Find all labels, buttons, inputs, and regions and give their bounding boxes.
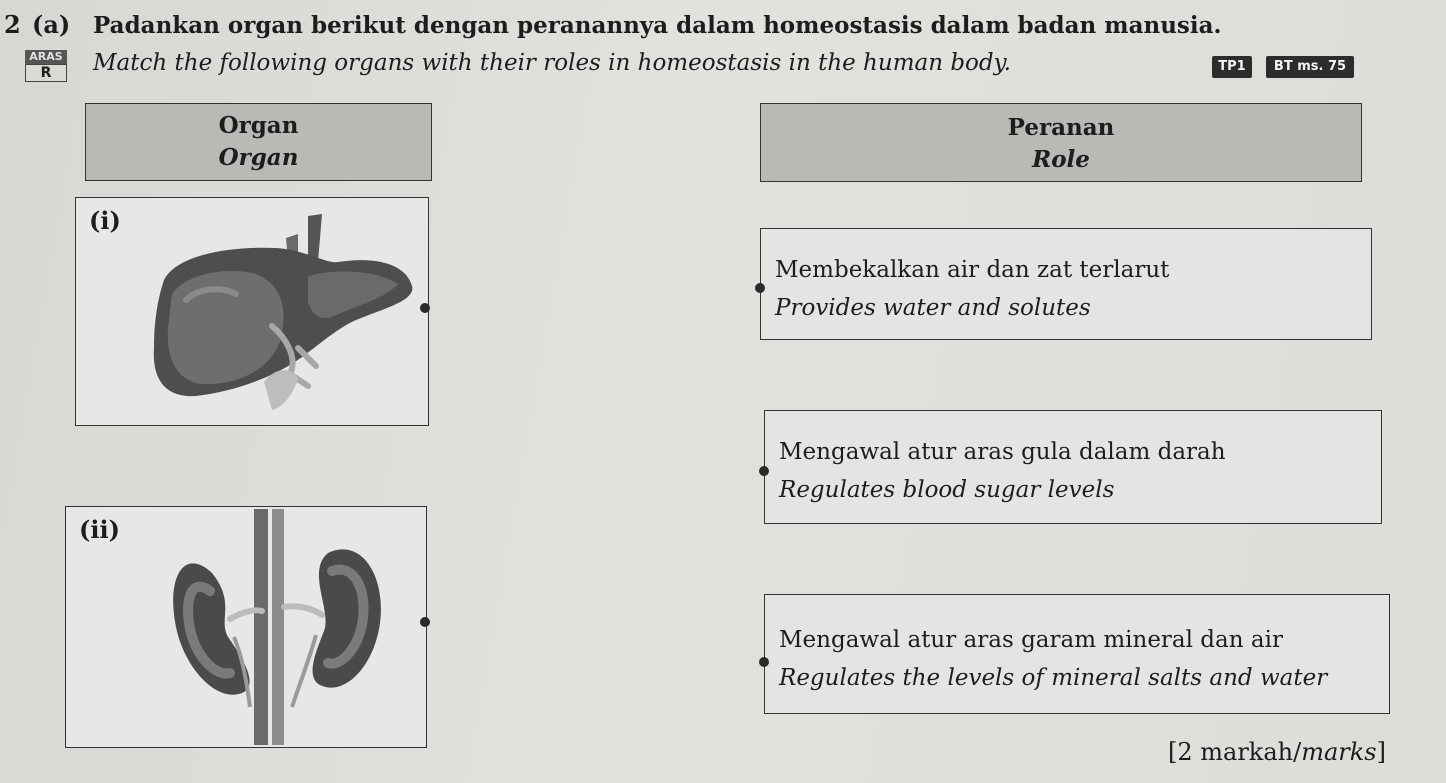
- role-header-english: Role: [1032, 146, 1090, 173]
- organ-box-liver: [75, 197, 429, 426]
- role-1-malay: Membekalkan air dan zat terlarut: [775, 257, 1170, 283]
- tp-badge: TP1: [1212, 56, 1252, 78]
- question-text-malay: Padankan organ berikut dengan peranannya dalam homeostasis dalam badan manusia.: [93, 12, 1222, 39]
- role-box-2: [764, 410, 1382, 524]
- role-header-malay: Peranan: [1007, 114, 1115, 141]
- marks-malay: [2 markah/: [1168, 738, 1302, 766]
- role-column-header: [760, 103, 1362, 182]
- organ-header-english: Organ: [218, 144, 299, 171]
- question-part: (a): [32, 10, 71, 39]
- role-3-match-dot[interactable]: [759, 657, 769, 667]
- marks-label: [1168, 738, 1386, 766]
- marks-close: ]: [1376, 738, 1386, 766]
- organ-1-match-dot[interactable]: [420, 303, 430, 313]
- role-box-3: [764, 594, 1390, 714]
- role-box-1: [760, 228, 1372, 340]
- organ-label-ii: (ii): [79, 515, 120, 544]
- level-tag: [25, 50, 67, 82]
- role-2-malay: Mengawal atur aras gula dalam darah: [779, 439, 1226, 465]
- role-1-english: Provides water and solutes: [775, 295, 1091, 321]
- bt-badge: BT ms. 75: [1266, 56, 1354, 78]
- level-tag-value: R: [25, 64, 67, 82]
- role-3-english: Regulates the levels of mineral salts and water: [779, 665, 1328, 691]
- liver-icon: [76, 198, 428, 425]
- role-2-match-dot[interactable]: [759, 466, 769, 476]
- organ-2-match-dot[interactable]: [420, 617, 430, 627]
- role-1-match-dot[interactable]: [755, 283, 765, 293]
- role-3-malay: Mengawal atur aras garam mineral dan air: [779, 627, 1283, 653]
- role-2-english: Regulates blood sugar levels: [779, 477, 1115, 503]
- organ-label-i: (i): [89, 206, 121, 235]
- organ-column-header: [85, 103, 432, 181]
- organ-header-malay: Organ: [218, 112, 299, 139]
- organ-box-kidneys: [65, 506, 427, 748]
- marks-english: marks: [1301, 738, 1377, 766]
- question-text-english: Match the following organs with their roles in homeostasis in the human body.: [93, 50, 1011, 76]
- level-tag-label: ARAS: [25, 50, 67, 64]
- question-number: 2: [4, 10, 21, 39]
- kidneys-icon: [66, 507, 426, 747]
